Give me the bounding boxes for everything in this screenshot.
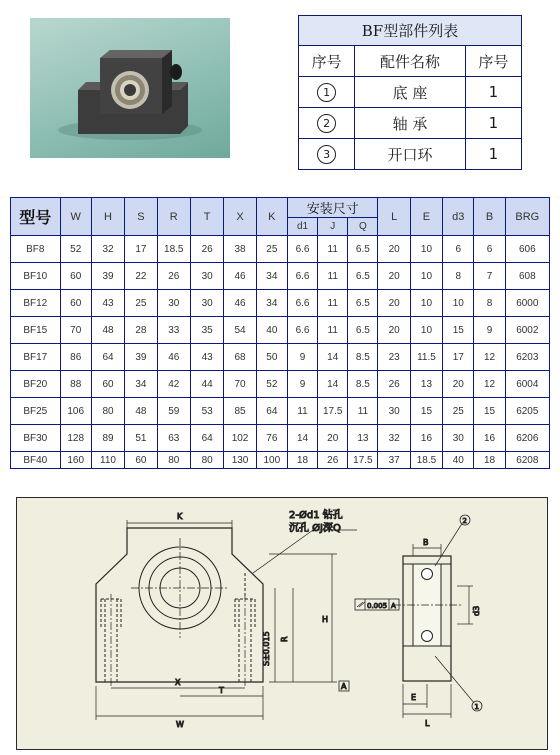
value-cell: 42 (157, 371, 190, 398)
dim-R-label: R (280, 636, 289, 642)
value-cell: 20 (378, 236, 410, 263)
value-cell: 608 (505, 263, 549, 290)
value-cell: 18.5 (410, 452, 442, 469)
value-cell: 6.6 (287, 263, 317, 290)
value-cell: 17 (443, 344, 474, 371)
value-cell: 11 (287, 398, 317, 425)
value-cell: 88 (60, 371, 91, 398)
value-cell: 11 (318, 317, 348, 344)
value-cell: 11 (318, 236, 348, 263)
value-cell: 100 (256, 452, 287, 469)
table-row (11, 317, 550, 344)
value-cell: 6.5 (348, 263, 378, 290)
value-cell: 8 (443, 263, 474, 290)
value-cell: 80 (190, 452, 223, 469)
flatness-value: 0.005 (367, 602, 388, 610)
value-cell: 6.6 (287, 236, 317, 263)
value-cell: 14 (318, 371, 348, 398)
value-cell: 52 (256, 371, 287, 398)
parts-header-no: 序号 (299, 46, 355, 77)
value-cell: 22 (125, 263, 157, 290)
value-cell: 6 (443, 236, 474, 263)
value-cell: 20 (443, 371, 474, 398)
parts-number: 1 (317, 83, 336, 102)
parts-header-qty: 序号 (465, 46, 521, 77)
technical-drawing (16, 497, 548, 750)
col-header: d3 (443, 198, 474, 236)
value-cell: 6.5 (348, 317, 378, 344)
value-cell: 11 (348, 398, 378, 425)
dim-L-label: L (425, 719, 430, 728)
value-cell: 70 (60, 317, 91, 344)
install-dim-header: 安装尺寸 (287, 198, 378, 218)
value-cell: 17 (125, 236, 157, 263)
callout-1: 1 (474, 703, 479, 711)
col-header: K (256, 198, 287, 236)
value-cell: 34 (256, 263, 287, 290)
value-cell: 46 (224, 290, 256, 317)
value-cell: 80 (157, 452, 190, 469)
value-cell: 60 (60, 290, 91, 317)
value-cell: 46 (157, 344, 190, 371)
value-cell: 8 (474, 290, 505, 317)
value-cell: 9 (474, 317, 505, 344)
parts-qty: 1 (465, 108, 521, 139)
value-cell: 39 (91, 263, 124, 290)
value-cell: 14 (318, 344, 348, 371)
value-cell: 20 (378, 317, 410, 344)
value-cell: 15 (410, 398, 442, 425)
table-row (11, 371, 550, 398)
value-cell: 37 (378, 452, 410, 469)
model-cell: BF25 (11, 398, 61, 425)
value-cell: 10 (410, 290, 442, 317)
model-cell: BF15 (11, 317, 61, 344)
value-cell: 70 (224, 371, 256, 398)
value-cell: 6.6 (287, 317, 317, 344)
value-cell: 63 (157, 425, 190, 452)
value-cell: 10 (410, 236, 442, 263)
col-header: S (125, 198, 157, 236)
value-cell: 10 (410, 263, 442, 290)
flatness-datum: A (391, 602, 396, 610)
parts-header-name: 配件名称 (355, 46, 466, 77)
value-cell: 30 (378, 398, 410, 425)
value-cell: 51 (125, 425, 157, 452)
value-cell: 76 (256, 425, 287, 452)
value-cell: 6.5 (348, 290, 378, 317)
value-cell: 33 (157, 317, 190, 344)
value-cell: 30 (190, 263, 223, 290)
value-cell: 15 (474, 398, 505, 425)
value-cell: 7 (474, 263, 505, 290)
col-header: Q (348, 218, 378, 236)
value-cell: 25 (125, 290, 157, 317)
value-cell: 38 (224, 236, 256, 263)
value-cell: 25 (443, 398, 474, 425)
dim-H-label: H (322, 615, 329, 624)
col-header: H (91, 198, 124, 236)
parts-table-title: BF型部件列表 (299, 16, 522, 46)
model-cell: BF12 (11, 290, 61, 317)
value-cell: 25 (256, 236, 287, 263)
col-header: L (378, 198, 410, 236)
hole-note-line2: 沉孔 ØJ深Q (289, 523, 341, 534)
value-cell: 28 (125, 317, 157, 344)
value-cell: 11 (318, 263, 348, 290)
col-header: W (60, 198, 91, 236)
dim-d3-label: d3 (472, 605, 481, 616)
value-cell: 20 (378, 290, 410, 317)
value-cell: 30 (190, 290, 223, 317)
value-cell: 110 (91, 452, 124, 469)
value-cell: 10 (410, 317, 442, 344)
value-cell: 35 (190, 317, 223, 344)
parts-number: 2 (317, 114, 336, 133)
col-header: B (474, 198, 505, 236)
model-cell: BF30 (11, 425, 61, 452)
value-cell: 160 (60, 452, 91, 469)
value-cell: 106 (60, 398, 91, 425)
datum-A-label: A (341, 682, 347, 691)
value-cell: 32 (91, 236, 124, 263)
value-cell: 43 (91, 290, 124, 317)
value-cell: 20 (318, 425, 348, 452)
hole-note-line1: 2-Ød1 钻孔 (289, 510, 343, 521)
model-cell: BF20 (11, 371, 61, 398)
value-cell: 60 (91, 371, 124, 398)
model-cell: BF8 (11, 236, 61, 263)
value-cell: 9 (287, 371, 317, 398)
value-cell: 13 (348, 425, 378, 452)
dim-X-label: X (175, 678, 181, 687)
value-cell: 64 (256, 398, 287, 425)
value-cell: 85 (224, 398, 256, 425)
col-header: J (318, 218, 348, 236)
value-cell: 102 (224, 425, 256, 452)
value-cell: 18.5 (157, 236, 190, 263)
model-header: 型号 (11, 198, 61, 236)
value-cell: 18 (474, 452, 505, 469)
value-cell: 6208 (505, 452, 549, 469)
value-cell: 6000 (505, 290, 549, 317)
table-row (11, 398, 550, 425)
table-row (11, 290, 550, 317)
value-cell: 60 (60, 263, 91, 290)
value-cell: 6203 (505, 344, 549, 371)
value-cell: 13 (410, 371, 442, 398)
value-cell: 64 (190, 425, 223, 452)
value-cell: 30 (443, 425, 474, 452)
dim-B-label: B (423, 538, 429, 547)
value-cell: 59 (157, 398, 190, 425)
value-cell: 9 (287, 344, 317, 371)
value-cell: 6004 (505, 371, 549, 398)
value-cell: 12 (474, 371, 505, 398)
parts-name: 底 座 (355, 77, 466, 108)
value-cell: 23 (378, 344, 410, 371)
parts-row (299, 77, 522, 108)
parts-row (299, 139, 522, 170)
value-cell: 80 (91, 398, 124, 425)
value-cell: 130 (224, 452, 256, 469)
value-cell: 34 (125, 371, 157, 398)
value-cell: 52 (60, 236, 91, 263)
model-cell: BF10 (11, 263, 61, 290)
value-cell: 6 (474, 236, 505, 263)
col-header: d1 (287, 218, 317, 236)
value-cell: 26 (157, 263, 190, 290)
col-header: BRG (505, 198, 549, 236)
value-cell: 11.5 (410, 344, 442, 371)
value-cell: 16 (410, 425, 442, 452)
value-cell: 32 (378, 425, 410, 452)
table-row (11, 236, 550, 263)
parts-qty: 1 (465, 77, 521, 108)
value-cell: 60 (125, 452, 157, 469)
value-cell: 20 (378, 263, 410, 290)
dim-T-label: T (219, 686, 224, 695)
value-cell: 40 (256, 317, 287, 344)
col-header: X (224, 198, 256, 236)
value-cell: 11 (318, 290, 348, 317)
value-cell: 26 (318, 452, 348, 469)
value-cell: 40 (443, 452, 474, 469)
value-cell: 10 (443, 290, 474, 317)
parts-list-table (298, 15, 522, 170)
value-cell: 46 (224, 263, 256, 290)
callout-2: 2 (462, 517, 467, 525)
value-cell: 128 (60, 425, 91, 452)
value-cell: 48 (125, 398, 157, 425)
value-cell: 17.5 (348, 452, 378, 469)
value-cell: 48 (91, 317, 124, 344)
value-cell: 34 (256, 290, 287, 317)
value-cell: 6.6 (287, 290, 317, 317)
table-row (11, 344, 550, 371)
parts-number: 3 (317, 145, 336, 164)
parts-name: 轴 承 (355, 108, 466, 139)
model-cell: BF40 (11, 452, 61, 469)
value-cell: 39 (125, 344, 157, 371)
value-cell: 26 (190, 236, 223, 263)
value-cell: 8.5 (348, 344, 378, 371)
col-header: E (410, 198, 442, 236)
value-cell: 64 (91, 344, 124, 371)
dim-E-label: E (411, 693, 417, 702)
value-cell: 53 (190, 398, 223, 425)
value-cell: 30 (157, 290, 190, 317)
model-cell: BF17 (11, 344, 61, 371)
value-cell: 606 (505, 236, 549, 263)
parts-qty: 1 (465, 139, 521, 170)
value-cell: 50 (256, 344, 287, 371)
value-cell: 6205 (505, 398, 549, 425)
value-cell: 43 (190, 344, 223, 371)
parts-row (299, 108, 522, 139)
value-cell: 12 (474, 344, 505, 371)
col-header: R (157, 198, 190, 236)
value-cell: 8.5 (348, 371, 378, 398)
value-cell: 44 (190, 371, 223, 398)
value-cell: 6.5 (348, 236, 378, 263)
table-row (11, 425, 550, 452)
dimension-table (10, 197, 550, 469)
parts-name: 开口环 (355, 139, 466, 170)
dim-W-label: W (176, 720, 184, 729)
col-header: T (190, 198, 223, 236)
product-photo (30, 18, 230, 158)
value-cell: 16 (474, 425, 505, 452)
value-cell: 26 (378, 371, 410, 398)
value-cell: 14 (287, 425, 317, 452)
value-cell: 6002 (505, 317, 549, 344)
value-cell: 54 (224, 317, 256, 344)
value-cell: 68 (224, 344, 256, 371)
value-cell: 17.5 (318, 398, 348, 425)
dim-S-label: S±0.015 (262, 631, 271, 666)
value-cell: 86 (60, 344, 91, 371)
table-row (11, 263, 550, 290)
value-cell: 18 (287, 452, 317, 469)
dim-K-label: K (177, 512, 183, 521)
value-cell: 89 (91, 425, 124, 452)
value-cell: 6206 (505, 425, 549, 452)
table-row (11, 452, 550, 469)
value-cell: 15 (443, 317, 474, 344)
